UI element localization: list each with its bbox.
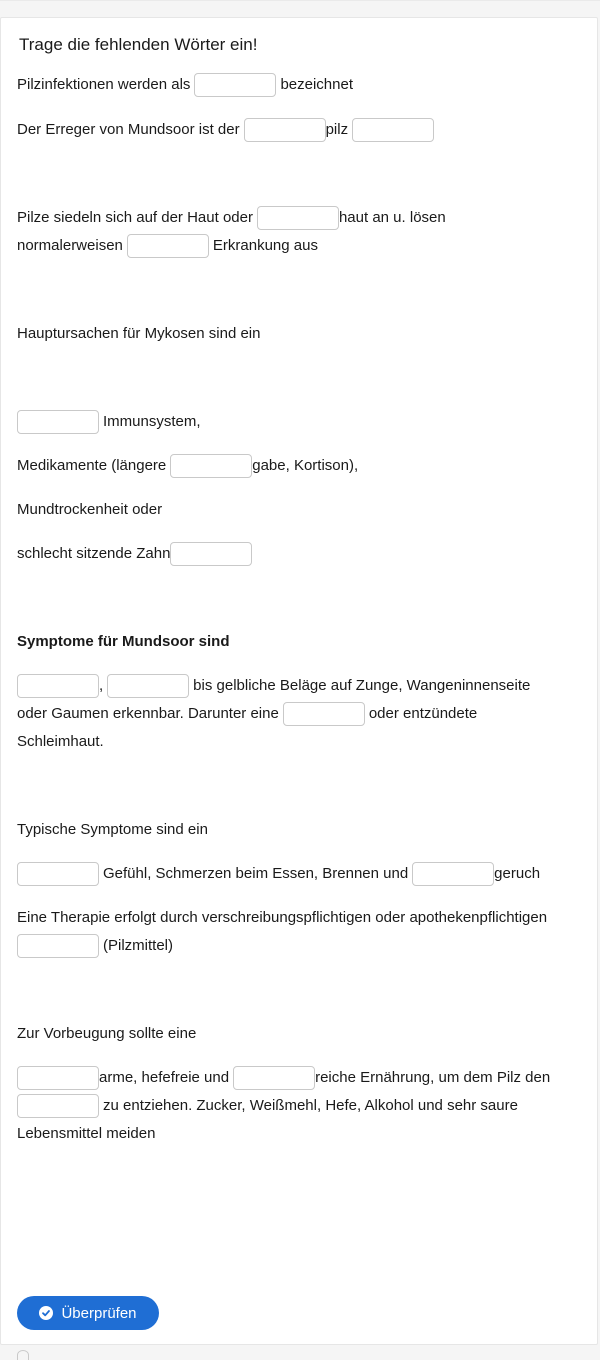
sentence-14: [17, 816, 208, 844]
sentence-15: [17, 860, 540, 888]
gap-input-11[interactable]: [283, 702, 365, 726]
gap-input-10[interactable]: [107, 674, 189, 698]
sentence-11: [17, 672, 530, 700]
sentence-8: [17, 496, 162, 524]
text: Gefühl, Schmerzen beim Essen, Brennen und: [103, 865, 409, 882]
sentence-3: [17, 204, 446, 232]
gap-input-14[interactable]: [17, 934, 99, 958]
text: Hauptursachen für Mykosen sind ein: [17, 325, 261, 342]
gap-input-6[interactable]: [17, 410, 99, 434]
text: Eine Therapie erfolgt durch verschreibungspflichtigen oder apothekenpflichtigen: [17, 909, 548, 926]
gap-input-13[interactable]: [412, 862, 494, 886]
gap-input-8[interactable]: [170, 542, 252, 566]
text: bis gelbliche Beläge auf Zunge, Wangeninnenseite: [193, 677, 531, 694]
text: Medikamente (längere: [17, 457, 167, 474]
check-circle-icon: [39, 1306, 53, 1320]
text: Schleimhaut.: [17, 733, 104, 750]
text: normalerweisen: [17, 237, 123, 254]
check-button[interactable]: [17, 1296, 159, 1330]
text: gabe, Kortison),: [252, 457, 359, 474]
gap-input-12[interactable]: [17, 862, 99, 886]
sentence-4: [17, 232, 318, 260]
sentence-19: [17, 1064, 550, 1092]
sentence-2: [17, 116, 434, 144]
sentence-18: [17, 1020, 196, 1048]
gap-input-5[interactable]: [127, 234, 209, 258]
sentence-1: [17, 71, 353, 99]
text: Mundtrockenheit oder: [17, 501, 163, 518]
sentence-6: [17, 408, 201, 436]
text: Lebensmittel meiden: [17, 1125, 156, 1142]
sentence-7: [17, 452, 358, 480]
text: oder entzündete: [368, 705, 478, 722]
text: reiche Ernährung, um dem Pilz den: [315, 1069, 551, 1086]
gap-input-16[interactable]: [233, 1066, 315, 1090]
text: Der Erreger von Mundsoor ist der: [17, 121, 240, 138]
text: haut an u. lösen: [338, 209, 446, 226]
text: oder Gaumen erkennbar. Darunter eine: [17, 705, 279, 722]
sentence-12: [17, 700, 477, 728]
sentence-5: [17, 320, 260, 348]
sentence-21: [17, 1120, 155, 1148]
check-button-label: Überprüfen: [61, 1304, 137, 1322]
gap-input-4[interactable]: [257, 206, 339, 230]
gap-input-2[interactable]: [244, 118, 326, 142]
gap-input-9[interactable]: [17, 674, 99, 698]
sentence-17: [17, 932, 173, 960]
exercise-title: Trage die fehlenden Wörter ein!: [19, 35, 258, 54]
sentence-16: [17, 904, 547, 932]
text: (Pilzmittel): [103, 937, 173, 954]
text: Erkrankung aus: [212, 237, 318, 254]
sentence-13: [17, 728, 104, 756]
sentence-20: [17, 1092, 518, 1120]
gap-input-17[interactable]: [17, 1094, 99, 1118]
footer-partial-icon: [17, 1350, 29, 1360]
sentence-9: [17, 540, 252, 568]
text: Pilze siedeln sich auf der Haut oder: [17, 209, 253, 226]
text: Typische Symptome sind ein: [17, 821, 208, 838]
top-divider: [0, 0, 600, 1]
text: geruch: [494, 865, 541, 882]
gap-input-7[interactable]: [170, 454, 252, 478]
gap-input-1[interactable]: [194, 73, 276, 97]
text: Zur Vorbeugung sollte eine: [17, 1025, 197, 1042]
text: ,: [99, 677, 104, 694]
text: Pilzinfektionen werden als: [17, 76, 191, 93]
text: Symptome für Mundsoor sind: [17, 633, 230, 650]
text: bezeichnet: [280, 76, 353, 93]
text: Immunsystem,: [103, 413, 201, 430]
text: arme, hefefreie und: [99, 1069, 230, 1086]
section-heading-symptoms: [17, 628, 230, 656]
gap-input-15[interactable]: [17, 1066, 99, 1090]
gap-input-3[interactable]: [352, 118, 434, 142]
text: zu entziehen. Zucker, Weißmehl, Hefe, Alkohol und sehr saure: [103, 1097, 518, 1114]
text: pilz: [325, 121, 349, 138]
text: schlecht sitzende Zahn: [17, 545, 171, 562]
